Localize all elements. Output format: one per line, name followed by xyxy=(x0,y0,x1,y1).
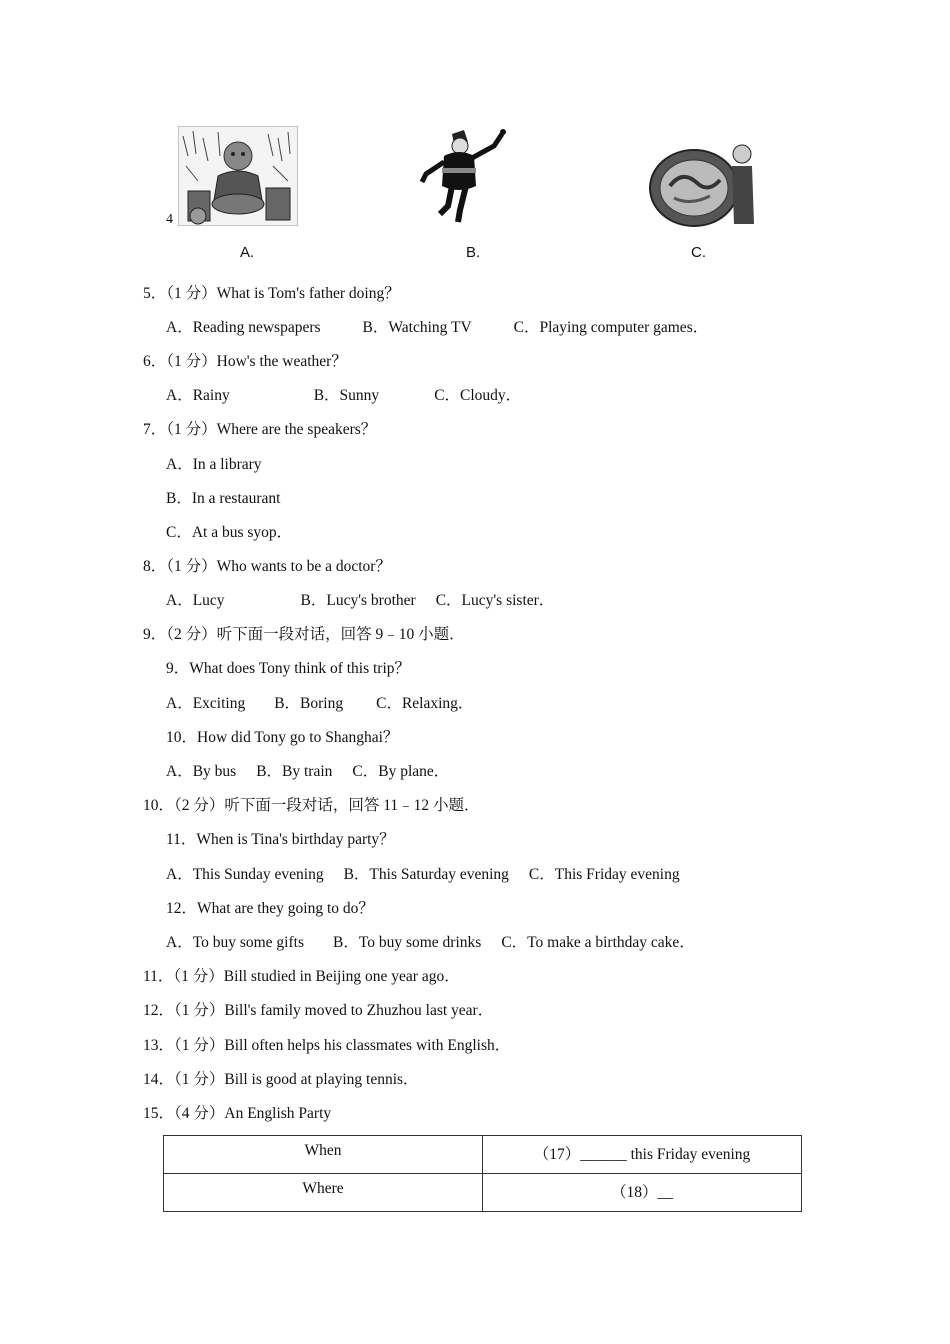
option-a[interactable]: A．To buy some gifts xyxy=(166,934,304,951)
option-a[interactable]: A．Lucy xyxy=(166,592,225,609)
statement-11: 11．（1 分）Bill studied in Beijing one year ago． xyxy=(143,968,460,985)
statement-14: 14．（1 分）Bill is good at playing tennis． xyxy=(143,1071,419,1088)
option-b[interactable]: B．To buy some drinks xyxy=(332,934,482,951)
blank-17[interactable]: （17）______ this Friday evening xyxy=(483,1136,802,1174)
picture-option-a xyxy=(178,126,298,226)
option-a[interactable]: A．This Sunday evening xyxy=(166,866,324,883)
question-8-options xyxy=(166,591,554,611)
option-b[interactable]: B．Lucy's brother xyxy=(300,592,416,609)
option-a[interactable]: A．By bus xyxy=(166,763,237,780)
picture-option-c xyxy=(648,140,756,228)
subquestion-9-stem: 9．What does Tony think of this trip？ xyxy=(166,660,411,677)
subquestion-11-stem: 11．When is Tina's birthday party？ xyxy=(166,831,395,848)
blank-18[interactable]: （18）__ xyxy=(483,1174,802,1212)
table-row xyxy=(164,1174,802,1212)
question-6-stem: 6．（1 分）How's the weather？ xyxy=(143,353,347,370)
option-b[interactable]: B．By train xyxy=(256,763,333,780)
statement-12: 12．（1 分）Bill's family moved to Zhuzhou last year． xyxy=(143,1002,494,1019)
option-b[interactable]: B．Watching TV xyxy=(362,319,472,336)
subquestion-10-stem: 10．How did Tony go to Shanghai？ xyxy=(166,729,399,746)
row-label-when: When xyxy=(164,1136,483,1174)
question-10-stem: 10．（2 分）听下面一段对话，回答 11﹣12 小题． xyxy=(143,797,480,814)
party-info-table xyxy=(163,1135,802,1212)
option-b[interactable]: B．Boring xyxy=(274,695,344,712)
picture-option-b xyxy=(414,126,509,226)
question-4-number: 4 xyxy=(166,212,173,227)
option-c[interactable]: C．To make a birthday cake． xyxy=(501,934,695,951)
question-9-stem: 9．（2 分）听下面一段对话，回答 9﹣10 小题． xyxy=(143,626,465,643)
option-c[interactable]: C．This Friday evening xyxy=(528,866,680,883)
option-b-label: B. xyxy=(466,244,481,261)
option-c[interactable]: C．Playing computer games． xyxy=(513,319,709,336)
question-5-options xyxy=(166,318,708,338)
table-row xyxy=(164,1136,802,1174)
question-6-options xyxy=(166,386,521,406)
question-5-stem: 5．（1 分）What is Tom's father doing？ xyxy=(143,285,400,302)
question-7-option-a[interactable]: A．In a library xyxy=(166,456,262,473)
option-c[interactable]: C．Relaxing． xyxy=(376,695,474,712)
subquestion-11-options xyxy=(166,865,680,885)
option-a[interactable]: A．Exciting xyxy=(166,695,246,712)
statement-13: 13．（1 分）Bill often helps his classmates with English． xyxy=(143,1037,511,1054)
question-7-stem: 7．（1 分）Where are the speakers？ xyxy=(143,421,377,438)
subquestion-12-stem: 12．What are they going to do？ xyxy=(166,900,374,917)
option-c-label: C. xyxy=(691,244,706,261)
option-c[interactable]: C．Cloudy． xyxy=(434,387,522,404)
option-a[interactable]: A．Reading newspapers xyxy=(166,319,321,336)
question-8-stem: 8．（1 分）Who wants to be a doctor？ xyxy=(143,558,391,575)
option-b[interactable]: B．Sunny xyxy=(313,387,380,404)
question-7-option-b[interactable]: B．In a restaurant xyxy=(166,490,281,507)
option-b[interactable]: B．This Saturday evening xyxy=(343,866,509,883)
statement-15-title: 15．（4 分）An English Party xyxy=(143,1105,332,1122)
option-c[interactable]: C．Lucy's sister． xyxy=(435,592,555,609)
option-a-label: A. xyxy=(240,244,255,261)
question-7-option-c[interactable]: C．At a bus syop． xyxy=(166,524,293,541)
subquestion-12-options xyxy=(166,933,695,953)
option-c[interactable]: C．By plane． xyxy=(352,763,450,780)
option-a[interactable]: A．Rainy xyxy=(166,387,230,404)
subquestion-9-options xyxy=(166,694,473,714)
row-label-where: Where xyxy=(164,1174,483,1212)
subquestion-10-options xyxy=(166,762,449,782)
